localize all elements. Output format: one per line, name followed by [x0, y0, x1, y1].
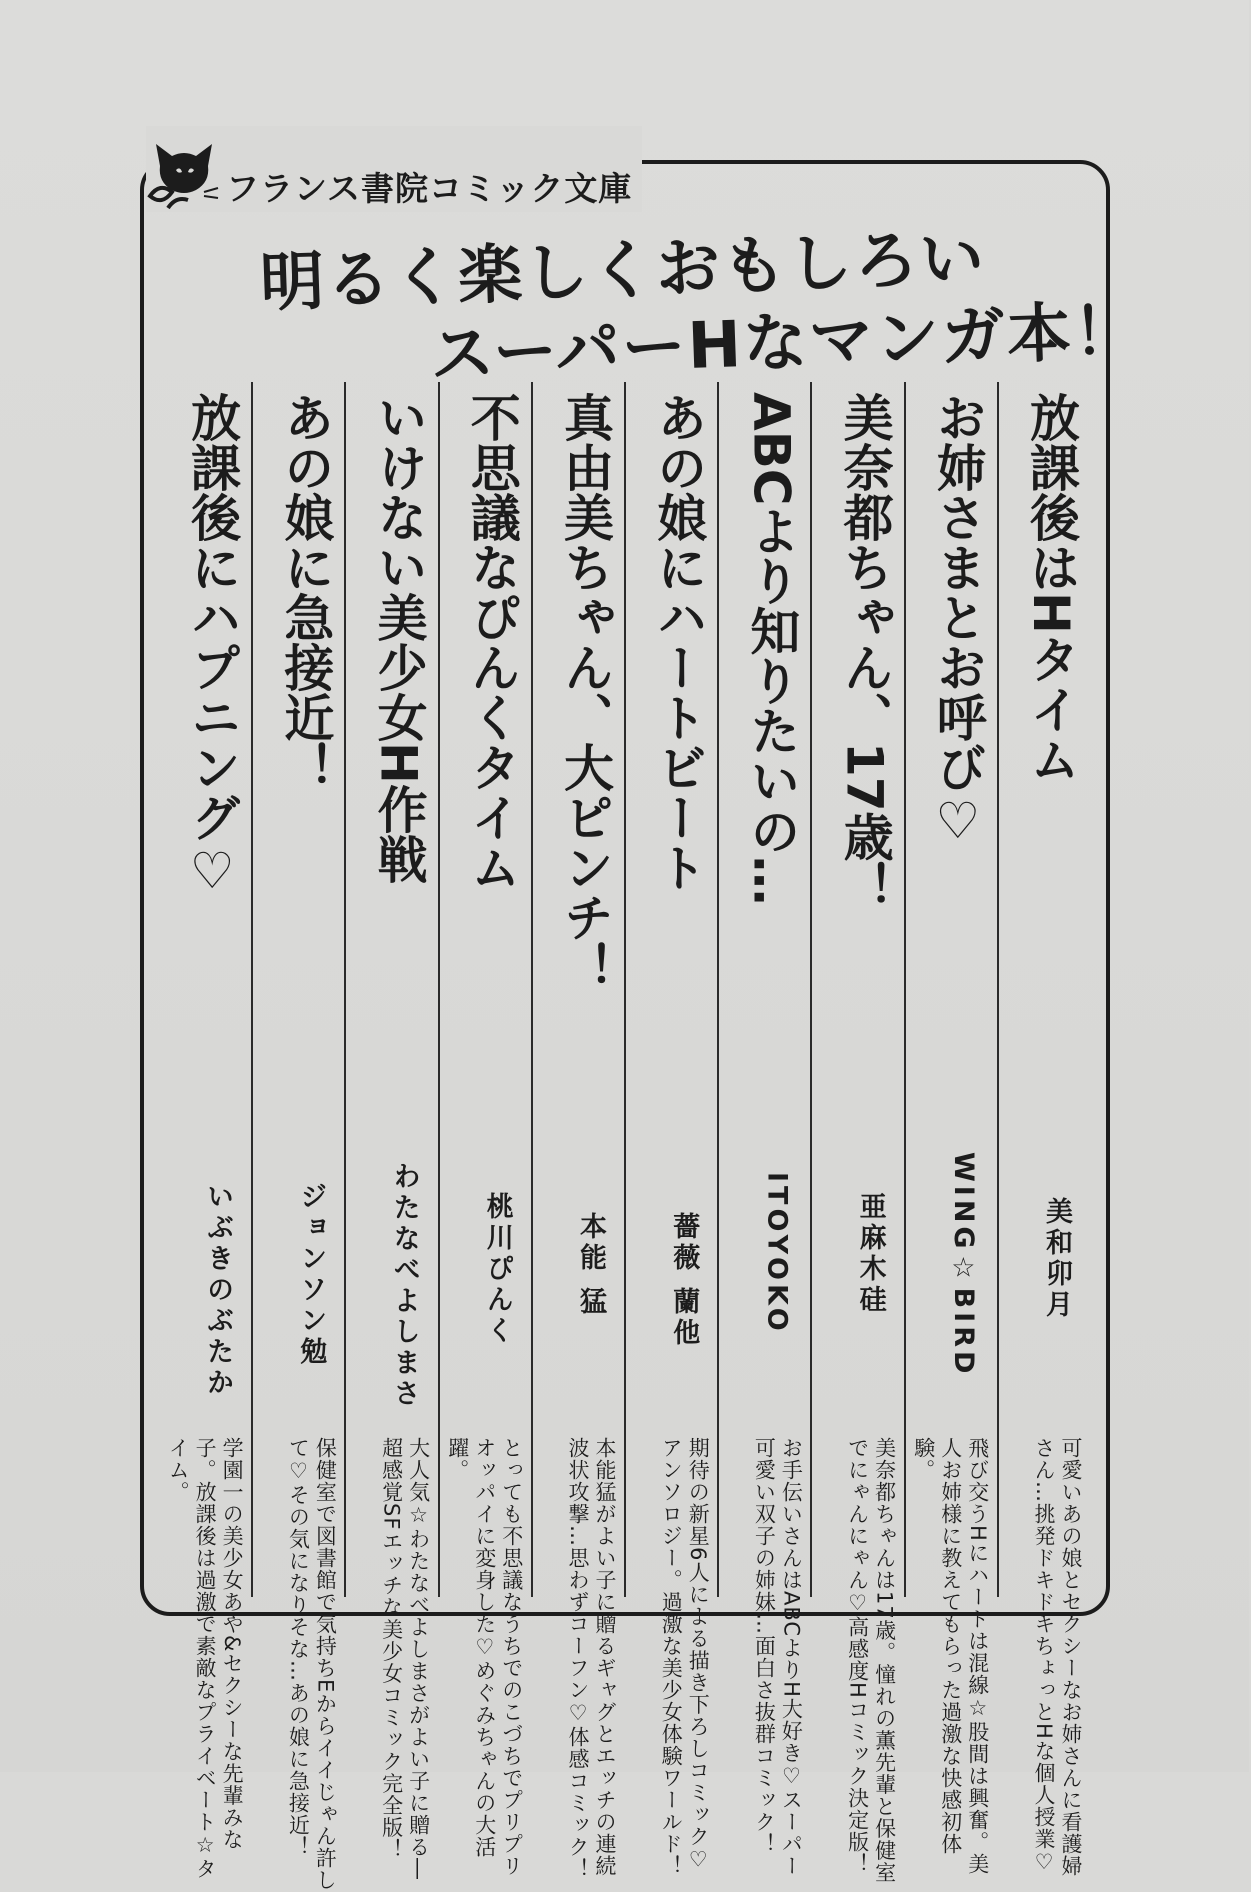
book-entry: [906, 382, 999, 1875]
book-entry: [440, 382, 533, 1877]
book-blurb: 保健室で図書館で気持ちEからイイじゃん許して♡その気になりそな…あの娘に急接近！: [286, 1437, 338, 1892]
book-author: 美和卯月: [1041, 1197, 1072, 1321]
book-list: [160, 382, 1090, 1892]
book-author: 桃川ぴんく: [481, 1192, 513, 1347]
book-blurb: 可愛いあの娘とセクシーなお姉さんに看護婦さん…挑発ドキドキちょっとHな個人授業♡: [1032, 1437, 1083, 1877]
book-blurb: 大人気☆わたなべよしまさがよい子に贈る―超感覚SFエッチな美少女コミック完全版！: [379, 1437, 431, 1880]
book-entry: [626, 382, 719, 1877]
book-blurb: 本能猛がよい子に贈るギャグとエッチの連続波状攻撃…思わずコーフン♡体感コミック！: [565, 1437, 617, 1880]
book-author: ITOYOKO: [761, 1172, 793, 1335]
headline-line-2: スーパーHなマンガ本！: [428, 294, 1141, 393]
book-title: いけない美少女H作戦: [369, 392, 428, 884]
book-title: あの娘に急接近！: [276, 392, 335, 792]
headline-line-1: 明るく楽しくおもしろい: [258, 221, 988, 321]
book-author: WING☆BIRD: [947, 1152, 979, 1378]
book-entry: [719, 382, 812, 1877]
book-title: ABCより知りたいの…: [742, 392, 801, 906]
book-title: お姉さまとお呼び♡: [928, 392, 987, 850]
book-author: わたなべよしまさ: [388, 1162, 420, 1410]
book-blurb: お手伝いさんはABCよりH大好き♡スーパー可愛い双子の姉妹…面白さ抜群コミック！: [752, 1437, 804, 1877]
book-author: いぶきのぶたか: [202, 1182, 234, 1399]
book-title: 美奈都ちゃん、17歳！: [835, 392, 894, 912]
book-entry: [160, 382, 253, 1880]
publisher-logo: [146, 126, 642, 212]
book-blurb: 期待の新星6人による描き下ろしコミック♡アンソロジー。過激な美少女体験ワールド！: [659, 1437, 711, 1877]
book-blurb: 美奈都ちゃんは17歳。憧れの薫先輩と保健室でにゃんにゃん♡高感度Hコミック決定版！: [845, 1437, 897, 1884]
cat-mascot-icon: [146, 126, 222, 212]
book-entry: [533, 382, 626, 1880]
book-title: 放課後にハプニング♡: [183, 392, 242, 900]
book-blurb: とっても不思議なうちでのこづちでプリプリオッパイに変身した♡めぐみちゃんの大活躍。: [445, 1437, 524, 1877]
book-author: ジョンソン勉: [295, 1182, 327, 1368]
imprint-name: フランス書院コミック文庫: [226, 168, 633, 208]
book-author: 本能 猛: [574, 1212, 606, 1319]
book-blurb: 学園一の美少女あや&セクシーな先輩みな子。放課後は過激で素敵なプライベート☆タイム。: [166, 1437, 245, 1880]
book-entry: [999, 382, 1090, 1877]
book-entry: [253, 382, 346, 1892]
book-title: 不思議なぴんくタイム: [462, 392, 521, 892]
book-author: 亜麻木硅: [854, 1192, 886, 1316]
book-entry: [346, 382, 439, 1880]
book-entry: [812, 382, 905, 1884]
book-title: あの娘にハートビート: [649, 392, 708, 892]
book-author: 薔薇 蘭他: [668, 1212, 700, 1350]
book-blurb: 飛び交うHにハートは混線☆股間は興奮。美人お姉様に教えてもらった過激な快感初体験。: [911, 1437, 990, 1875]
book-title: 真由美ちゃん、大ピンチ！: [555, 392, 614, 992]
book-title: 放課後はHタイム: [1022, 392, 1080, 784]
